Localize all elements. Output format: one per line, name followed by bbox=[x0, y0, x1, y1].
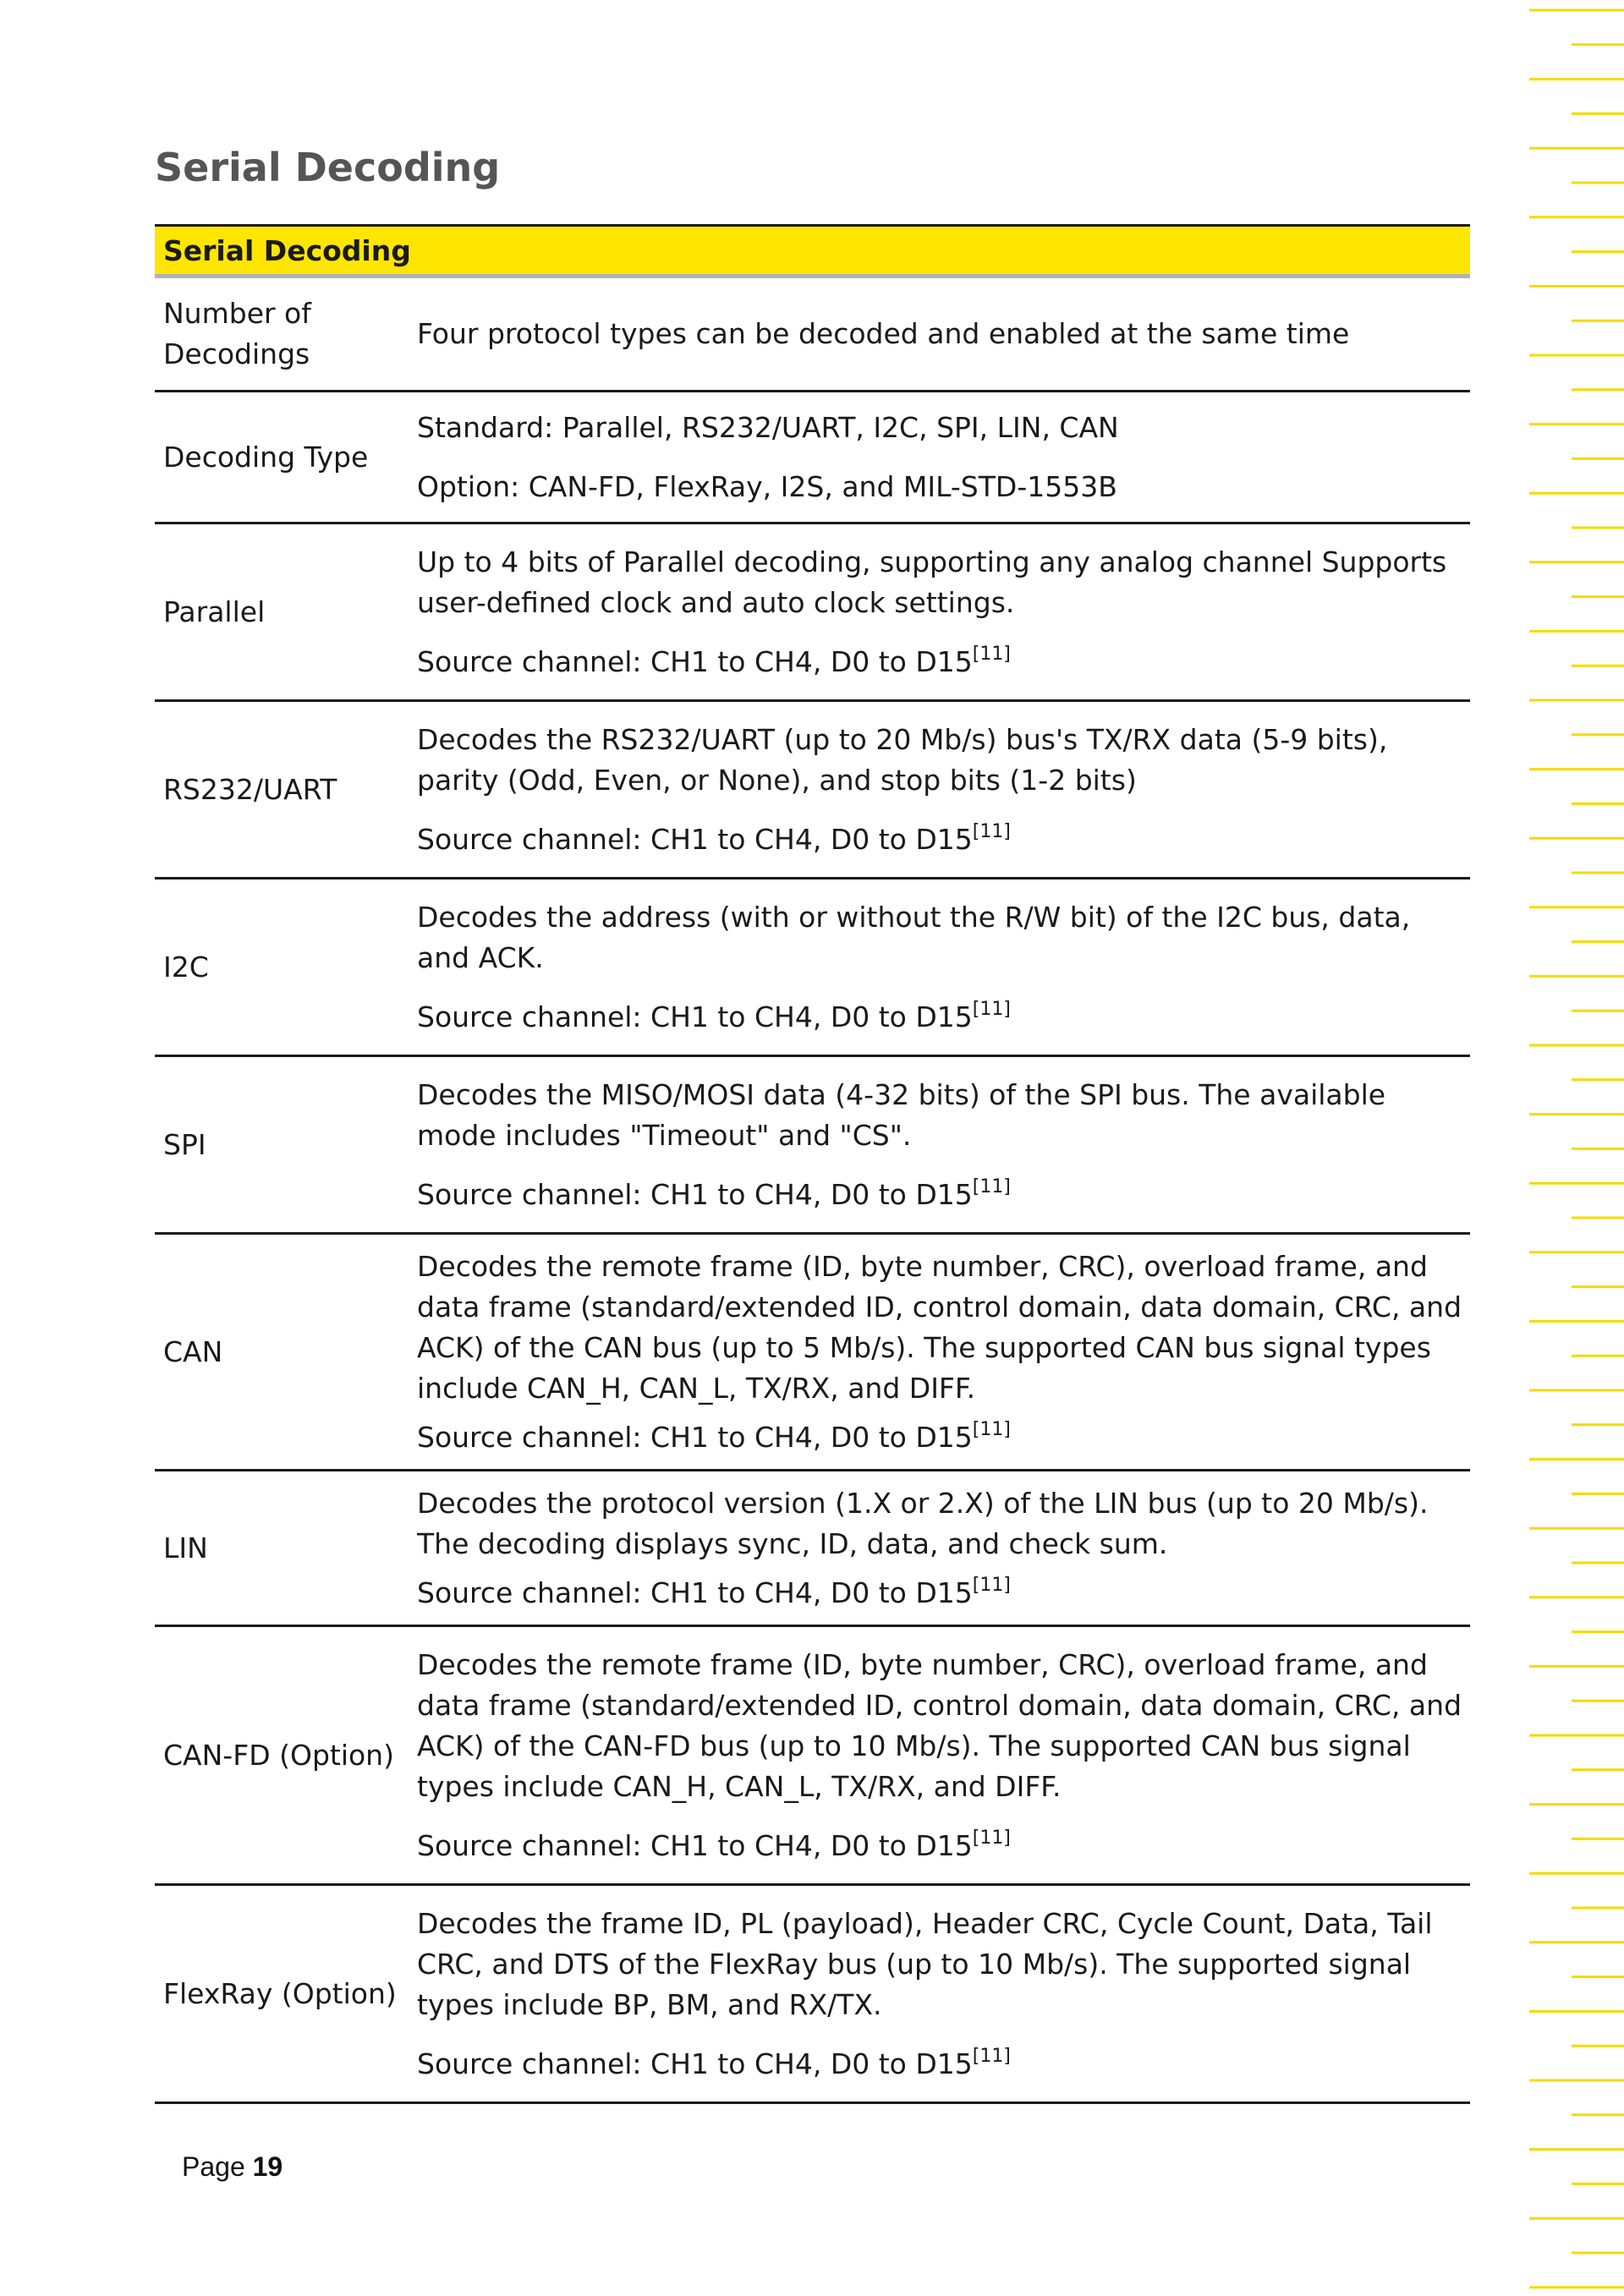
source-channel-text: Source channel: CH1 to CH4, D0 to D15 bbox=[417, 1828, 973, 1862]
table-row bbox=[155, 1626, 1470, 1885]
footnote-ref: [11] bbox=[972, 1418, 1011, 1440]
table-row bbox=[155, 1234, 1470, 1471]
footnote-ref: [11] bbox=[972, 1175, 1011, 1197]
footnote-ref: [11] bbox=[972, 820, 1011, 842]
row-value-line: Option: CAN-FD, FlexRay, I2S, and MIL-STD-1553B bbox=[417, 469, 1117, 503]
table-header: Serial Decoding bbox=[155, 226, 1470, 277]
table-row bbox=[155, 1056, 1470, 1234]
source-channel-line bbox=[417, 2044, 1470, 2085]
row-value bbox=[417, 1626, 1470, 1885]
source-channel-line bbox=[417, 1417, 1470, 1458]
table-row bbox=[155, 1885, 1470, 2103]
page-number: 19 bbox=[252, 2151, 283, 2182]
row-value bbox=[417, 392, 1470, 523]
source-channel-text: Source channel: CH1 to CH4, D0 to D15 bbox=[417, 644, 973, 678]
row-value bbox=[417, 1885, 1470, 2103]
table-row bbox=[155, 1471, 1470, 1626]
source-channel-line bbox=[417, 819, 1470, 860]
page-label: Page bbox=[182, 2151, 245, 2182]
row-label: FlexRay (Option) bbox=[155, 1885, 417, 2103]
footnote-ref: [11] bbox=[972, 643, 1011, 665]
table-row bbox=[155, 392, 1470, 523]
spec-table bbox=[155, 224, 1470, 2104]
row-value bbox=[417, 523, 1470, 701]
row-label: CAN bbox=[155, 1234, 417, 1471]
row-label: LIN bbox=[155, 1471, 417, 1626]
row-label: Number of Decodings bbox=[155, 277, 417, 392]
row-label: Decoding Type bbox=[155, 392, 417, 523]
row-value bbox=[417, 701, 1470, 879]
row-value bbox=[417, 277, 1470, 392]
table-header-row bbox=[155, 226, 1470, 277]
row-value-line: Decodes the protocol version (1.X or 2.X) of the LIN bus (up to 20 Mb/s). The decoding displays sync, ID, data, and check sum. bbox=[417, 1486, 1429, 1560]
row-label: I2C bbox=[155, 879, 417, 1056]
source-channel-text: Source channel: CH1 to CH4, D0 to D15 bbox=[417, 1420, 973, 1454]
row-value-line: Decodes the address (with or without the R/W bit) of the I2C bus, data, and ACK. bbox=[417, 900, 1411, 974]
source-channel-text: Source channel: CH1 to CH4, D0 to D15 bbox=[417, 1177, 973, 1211]
table-body bbox=[155, 277, 1470, 2103]
row-label: Parallel bbox=[155, 523, 417, 701]
row-value-line: Standard: Parallel, RS232/UART, I2C, SPI, LIN, CAN bbox=[417, 410, 1119, 444]
row-value bbox=[417, 879, 1470, 1056]
row-label: RS232/UART bbox=[155, 701, 417, 879]
footnote-ref: [11] bbox=[972, 998, 1011, 1020]
source-channel-line bbox=[417, 642, 1470, 682]
row-value-line: Decodes the remote frame (ID, byte number, CRC), overload frame, and data frame (standard/extended ID, control domain, data domain, CRC, and ACK) of the CAN-FD bus (up to 10 Mb/s). The supported CAN bus signal types include CAN_H, CAN_L, TX/RX, and DIFF. bbox=[417, 1647, 1462, 1803]
table-row bbox=[155, 701, 1470, 879]
row-value-line: Decodes the frame ID, PL (payload), Header CRC, Cycle Count, Data, Tail CRC, and DTS of the FlexRay bus (up to 10 Mb/s). The supported signal types include BP, BM, and RX/TX. bbox=[417, 1906, 1433, 2021]
page-footer bbox=[182, 2151, 283, 2183]
row-value-line: Decodes the RS232/UART (up to 20 Mb/s) bus's TX/RX data (5-9 bits), parity (Odd, Even, or None), and stop bits (1-2 bits) bbox=[417, 722, 1388, 797]
source-channel-line bbox=[417, 1175, 1470, 1215]
footnote-ref: [11] bbox=[972, 1574, 1011, 1596]
source-channel-line bbox=[417, 1826, 1470, 1866]
row-value-line: Four protocol types can be decoded and enabled at the same time bbox=[417, 317, 1350, 350]
table-row bbox=[155, 277, 1470, 392]
source-channel-text: Source channel: CH1 to CH4, D0 to D15 bbox=[417, 1575, 973, 1609]
page-heading: Serial Decoding bbox=[155, 145, 501, 190]
row-value bbox=[417, 1056, 1470, 1234]
row-value-line: Up to 4 bits of Parallel decoding, supporting any analog channel Supports user-defined clock and auto clock settings. bbox=[417, 545, 1447, 619]
source-channel-text: Source channel: CH1 to CH4, D0 to D15 bbox=[417, 1000, 973, 1033]
footnote-ref: [11] bbox=[972, 2045, 1011, 2067]
source-channel-line bbox=[417, 1573, 1470, 1614]
row-value-line: Decodes the remote frame (ID, byte number, CRC), overload frame, and data frame (standard/extended ID, control domain, data domain, CRC, and ACK) of the CAN bus (up to 5 Mb/s). The supported CAN bus signal types include CAN_H, CAN_L, TX/RX, and DIFF. bbox=[417, 1249, 1462, 1405]
source-channel-text: Source channel: CH1 to CH4, D0 to D15 bbox=[417, 2047, 973, 2080]
row-value bbox=[417, 1234, 1470, 1471]
row-label: CAN-FD (Option) bbox=[155, 1626, 417, 1885]
source-channel-text: Source channel: CH1 to CH4, D0 to D15 bbox=[417, 822, 973, 856]
footnote-ref: [11] bbox=[972, 1827, 1011, 1849]
table-row bbox=[155, 879, 1470, 1056]
table-row bbox=[155, 523, 1470, 701]
decorative-stripes bbox=[1529, 0, 1624, 2296]
row-value bbox=[417, 1471, 1470, 1626]
source-channel-line bbox=[417, 997, 1470, 1038]
row-value-line: Decodes the MISO/MOSI data (4-32 bits) of the SPI bus. The available mode includes "Timeout" and "CS". bbox=[417, 1077, 1386, 1152]
row-label: SPI bbox=[155, 1056, 417, 1234]
